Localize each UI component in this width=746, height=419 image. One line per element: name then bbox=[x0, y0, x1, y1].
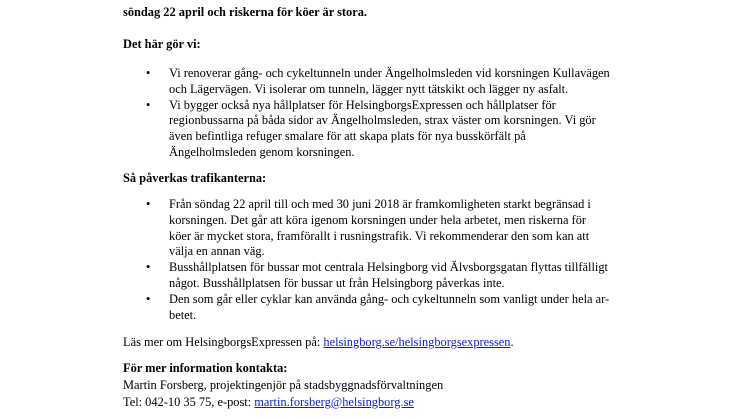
bullet-text-line: Vi bygger också nya hållplatser för HelsingborgsExpressen och hållplatser för bbox=[169, 97, 556, 112]
read-more-suffix: . bbox=[510, 335, 514, 349]
helsingborgsexpressen-link[interactable]: helsingborg.se/helsingborgsexpressen bbox=[323, 335, 511, 349]
list-item bbox=[146, 197, 649, 260]
bullet-icon: • bbox=[146, 291, 151, 306]
contact-email-link[interactable]: martin.forsberg@helsingborg.se bbox=[254, 395, 414, 409]
bullet-text-line: även befintliga refuger smalare för att skapa plats för nya busskörfält på bbox=[169, 129, 526, 144]
read-more-line bbox=[123, 335, 514, 351]
list-item bbox=[146, 291, 649, 324]
bullet-icon: • bbox=[146, 66, 151, 80]
bullet-text-line: något. Busshållplatsen för bussar ut från Helsingborg påverkas inte. bbox=[169, 275, 505, 290]
section2-bullet-list bbox=[146, 197, 649, 323]
bullet-icon: • bbox=[146, 260, 151, 275]
bullet-text-line: välja en annan väg. bbox=[169, 244, 265, 259]
contact-name-line: Martin Forsberg, projektingenjör på stadsbyggnadsförvaltningen bbox=[123, 378, 444, 392]
contact-tel-prefix: Tel: 042-10 35 75, e-post: bbox=[123, 395, 255, 409]
bullet-icon: • bbox=[146, 197, 151, 211]
list-item bbox=[146, 66, 649, 98]
bullet-text-line: korsningen. Det går att köra igenom korsningen under hela arbetet, men riskerna för bbox=[169, 212, 587, 227]
bullet-text-line: och Lägervägen. Vi isolerar om tunneln, lägger nytt tätskikt och lägger ny asfalt. bbox=[169, 81, 569, 96]
bullet-text-line: Den som går eller cyklar kan använda gång- och cykeltunneln som vanligt under hela ar- bbox=[169, 291, 610, 306]
bullet-text-line: Busshållplatsen för bussar mot centrala Helsingborg vid Älvsborgsgatan flyttas tillfälligt bbox=[169, 260, 608, 275]
intro-line: söndag 22 april och riskerna för köer är stora. bbox=[123, 5, 368, 19]
read-more-prefix: Läs mer om HelsingborgsExpressen på: bbox=[123, 335, 324, 349]
section-heading-what-we-do: Det här gör vi: bbox=[123, 37, 201, 51]
list-item bbox=[146, 97, 649, 161]
bullet-text-line: betet. bbox=[169, 307, 197, 322]
bullet-icon: • bbox=[146, 97, 151, 112]
contact-tel-line bbox=[123, 395, 414, 411]
section-heading-traffic-impact: Så påverkas trafikanterna: bbox=[123, 171, 267, 185]
bullet-text-line: Vi renoverar gång- och cykeltunneln under Ängelholmsleden vid korsningen Kullavägen bbox=[169, 66, 610, 80]
bullet-text-line: Från söndag 22 april till och med 30 juni 2018 är framkomligheten starkt begränsad i bbox=[169, 197, 591, 211]
bullet-text-line: Ängelholmsleden genom korsningen. bbox=[169, 144, 355, 159]
list-item bbox=[146, 260, 649, 292]
bullet-text-line: köer är mycket stora, framförallt i rusningstrafik. Vi rekommenderar den som kan att bbox=[169, 228, 590, 243]
section1-bullet-list bbox=[146, 66, 649, 161]
bullet-text-line: regionbussarna på båda sidor av Ängelholmsleden, strax väster om korsningen. Vi gör bbox=[169, 113, 596, 128]
contact-heading: För mer information kontakta: bbox=[123, 361, 288, 375]
